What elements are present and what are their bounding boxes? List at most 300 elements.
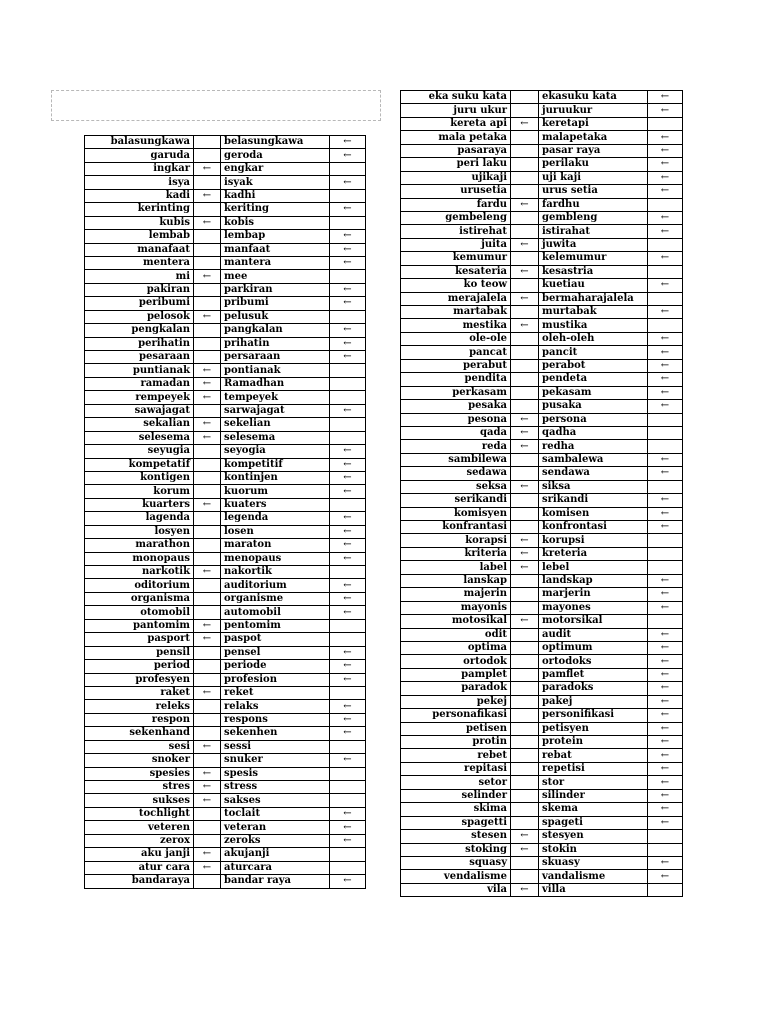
- arrow-left-icon: ←: [660, 131, 670, 143]
- old-spelling-cell: pesona: [401, 413, 511, 426]
- new-arrow-cell: [648, 816, 683, 829]
- new-spelling-cell: perilaku: [539, 158, 648, 171]
- new-spelling-cell: respons: [221, 713, 330, 726]
- old-arrow-cell: [511, 440, 539, 453]
- arrow-left-icon: ←: [202, 566, 212, 578]
- new-arrow-cell: [330, 203, 366, 216]
- new-spelling-cell: sambalewa: [539, 453, 648, 466]
- arrow-left-icon: ←: [343, 606, 352, 618]
- new-arrow-cell: [648, 856, 683, 869]
- arrow-left-icon: ←: [202, 216, 212, 228]
- new-arrow-cell: [330, 579, 366, 592]
- table-row: [401, 426, 683, 439]
- new-arrow-cell: [648, 413, 683, 426]
- arrow-left-icon: ←: [660, 695, 670, 707]
- new-spelling-cell: paradoks: [539, 682, 648, 695]
- table-row: [85, 324, 366, 337]
- old-spelling-cell: pasport: [85, 633, 194, 646]
- table-row: [401, 830, 683, 843]
- new-spelling-cell: pekasam: [539, 386, 648, 399]
- new-arrow-cell: [648, 762, 683, 775]
- table-row: [401, 238, 683, 251]
- arrow-left-icon: ←: [520, 548, 529, 560]
- new-arrow-cell: [648, 306, 683, 319]
- old-spelling-cell: releks: [85, 700, 194, 713]
- old-spelling-cell: atur cara: [85, 861, 194, 874]
- arrow-left-icon: ←: [660, 454, 670, 466]
- arrow-left-icon: ←: [520, 884, 529, 896]
- table-row: [85, 606, 366, 619]
- table-row: [85, 579, 366, 592]
- new-arrow-cell: [648, 319, 683, 332]
- arrow-left-icon: ←: [660, 763, 670, 775]
- arrow-left-icon: ←: [343, 257, 352, 269]
- arrow-left-icon: ←: [202, 633, 212, 645]
- table-row: [401, 736, 683, 749]
- table-row: [401, 722, 683, 735]
- arrow-left-icon: ←: [520, 265, 529, 277]
- arrow-left-icon: ←: [202, 499, 212, 511]
- new-arrow-cell: [330, 646, 366, 659]
- new-arrow-cell: [330, 391, 366, 404]
- new-arrow-cell: [648, 453, 683, 466]
- old-spelling-cell: pelosok: [85, 310, 194, 323]
- arrow-left-icon: ←: [343, 673, 352, 685]
- new-arrow-cell: [330, 324, 366, 337]
- new-spelling-cell: personifikasi: [539, 709, 648, 722]
- old-spelling-cell: mestika: [401, 319, 511, 332]
- new-spelling-cell: selesema: [221, 431, 330, 444]
- new-spelling-cell: pelusuk: [221, 310, 330, 323]
- word-table-right: [400, 90, 683, 897]
- new-arrow-cell: [648, 776, 683, 789]
- arrow-left-icon: ←: [202, 270, 212, 282]
- arrow-left-icon: ←: [660, 870, 670, 882]
- table-row: [85, 512, 366, 525]
- arrow-left-icon: ←: [660, 373, 670, 385]
- new-arrow-cell: [330, 256, 366, 269]
- old-arrow-cell: [511, 816, 539, 829]
- old-arrow-cell: [194, 660, 221, 673]
- new-spelling-cell: redha: [539, 440, 648, 453]
- table-row: [85, 539, 366, 552]
- table-row: [401, 615, 683, 628]
- new-spelling-cell: oleh-oleh: [539, 332, 648, 345]
- arrow-left-icon: ←: [520, 292, 529, 304]
- table-row: [85, 136, 366, 149]
- new-spelling-cell: korupsi: [539, 534, 648, 547]
- arrow-left-icon: ←: [660, 507, 670, 519]
- new-arrow-cell: [648, 641, 683, 654]
- new-spelling-cell: paspot: [221, 633, 330, 646]
- old-arrow-cell: [194, 136, 221, 149]
- old-arrow-cell: [194, 686, 221, 699]
- new-arrow-cell: [648, 628, 683, 641]
- old-spelling-cell: pekej: [401, 695, 511, 708]
- table-row: [85, 592, 366, 605]
- old-spelling-cell: korapsi: [401, 534, 511, 547]
- new-arrow-cell: [330, 619, 366, 632]
- table-row: [401, 144, 683, 157]
- new-arrow-cell: [648, 332, 683, 345]
- new-spelling-cell: nakortik: [221, 566, 330, 579]
- arrow-left-icon: ←: [202, 767, 212, 779]
- table-row: [401, 749, 683, 762]
- new-arrow-cell: [648, 668, 683, 681]
- old-arrow-cell: [194, 485, 221, 498]
- arrow-left-icon: ←: [202, 364, 212, 376]
- table-row: [85, 660, 366, 673]
- new-spelling-cell: urus setia: [539, 185, 648, 198]
- old-spelling-cell: peribumi: [85, 297, 194, 310]
- table-row: [401, 480, 683, 493]
- arrow-left-icon: ←: [343, 230, 352, 242]
- old-spelling-cell: spesies: [85, 767, 194, 780]
- old-spelling-cell: urusetia: [401, 185, 511, 198]
- old-spelling-cell: serikandi: [401, 494, 511, 507]
- new-arrow-cell: [330, 189, 366, 202]
- old-arrow-cell: [194, 176, 221, 189]
- old-arrow-cell: [194, 861, 221, 874]
- arrow-left-icon: ←: [343, 727, 352, 739]
- old-spelling-cell: fardu: [401, 198, 511, 211]
- arrow-left-icon: ←: [660, 144, 670, 156]
- old-arrow-cell: [511, 856, 539, 869]
- arrow-left-icon: ←: [343, 714, 352, 726]
- arrow-left-icon: ←: [660, 803, 670, 815]
- old-spelling-cell: majerin: [401, 588, 511, 601]
- new-arrow-cell: [648, 104, 683, 117]
- new-spelling-cell: landskap: [539, 574, 648, 587]
- new-spelling-cell: mustika: [539, 319, 648, 332]
- old-spelling-cell: ramadan: [85, 377, 194, 390]
- new-spelling-cell: gembleng: [539, 211, 648, 224]
- new-spelling-cell: petisyen: [539, 722, 648, 735]
- new-arrow-cell: [330, 633, 366, 646]
- old-spelling-cell: pancat: [401, 346, 511, 359]
- old-spelling-cell: raket: [85, 686, 194, 699]
- new-spelling-cell: kesastria: [539, 265, 648, 278]
- arrow-left-icon: ←: [520, 534, 529, 546]
- empty-text-box: [51, 90, 381, 121]
- old-arrow-cell: [194, 418, 221, 431]
- new-spelling-cell: legenda: [221, 512, 330, 525]
- new-arrow-cell: [648, 588, 683, 601]
- old-arrow-cell: [511, 601, 539, 614]
- table-row: [401, 131, 683, 144]
- arrow-left-icon: ←: [660, 709, 670, 721]
- old-spelling-cell: kesateria: [401, 265, 511, 278]
- table-row: [401, 104, 683, 117]
- old-arrow-cell: [194, 592, 221, 605]
- table-row: [85, 686, 366, 699]
- arrow-left-icon: ←: [202, 619, 212, 631]
- table-row: [85, 310, 366, 323]
- new-arrow-cell: [648, 695, 683, 708]
- new-arrow-cell: [330, 660, 366, 673]
- old-arrow-cell: [194, 445, 221, 458]
- new-spelling-cell: bandar raya: [221, 875, 330, 888]
- arrow-left-icon: ←: [343, 808, 352, 820]
- new-arrow-cell: [330, 216, 366, 229]
- old-arrow-cell: [511, 117, 539, 130]
- new-spelling-cell: kuaters: [221, 498, 330, 511]
- new-spelling-cell: murtabak: [539, 306, 648, 319]
- new-arrow-cell: [648, 426, 683, 439]
- new-arrow-cell: [330, 431, 366, 444]
- table-row: [401, 319, 683, 332]
- old-arrow-cell: [511, 332, 539, 345]
- old-spelling-cell: rebet: [401, 749, 511, 762]
- new-arrow-cell: [330, 485, 366, 498]
- new-arrow-cell: [648, 171, 683, 184]
- old-spelling-cell: merajalela: [401, 292, 511, 305]
- new-spelling-cell: uji kaji: [539, 171, 648, 184]
- new-arrow-cell: [648, 252, 683, 265]
- new-spelling-cell: veteran: [221, 821, 330, 834]
- new-spelling-cell: pensel: [221, 646, 330, 659]
- table-row: [85, 781, 366, 794]
- old-spelling-cell: kriteria: [401, 547, 511, 560]
- new-spelling-cell: persona: [539, 413, 648, 426]
- old-spelling-cell: mi: [85, 270, 194, 283]
- arrow-left-icon: ←: [660, 682, 670, 694]
- old-spelling-cell: squasy: [401, 856, 511, 869]
- new-spelling-cell: ekasuku kata: [539, 91, 648, 104]
- new-spelling-cell: mee: [221, 270, 330, 283]
- new-arrow-cell: [648, 521, 683, 534]
- arrow-left-icon: ←: [660, 252, 670, 264]
- table-row: [85, 176, 366, 189]
- new-spelling-cell: pasar raya: [539, 144, 648, 157]
- new-arrow-cell: [330, 230, 366, 243]
- new-arrow-cell: [648, 373, 683, 386]
- old-spelling-cell: repitasi: [401, 762, 511, 775]
- old-spelling-cell: kubis: [85, 216, 194, 229]
- new-arrow-cell: [648, 480, 683, 493]
- arrow-left-icon: ←: [343, 593, 352, 605]
- new-spelling-cell: spageti: [539, 816, 648, 829]
- old-arrow-cell: [194, 471, 221, 484]
- old-spelling-cell: protin: [401, 736, 511, 749]
- table-row: [401, 547, 683, 560]
- new-arrow-cell: [648, 185, 683, 198]
- arrow-left-icon: ←: [202, 740, 212, 752]
- new-spelling-cell: juruukur: [539, 104, 648, 117]
- arrow-left-icon: ←: [660, 857, 670, 869]
- table-row: [401, 709, 683, 722]
- arrow-left-icon: ←: [343, 149, 352, 161]
- new-arrow-cell: [330, 700, 366, 713]
- new-spelling-cell: zeroks: [221, 834, 330, 847]
- old-spelling-cell: snoker: [85, 754, 194, 767]
- arrow-left-icon: ←: [660, 104, 670, 116]
- old-arrow-cell: [194, 539, 221, 552]
- table-row: [85, 256, 366, 269]
- old-spelling-cell: ujikaji: [401, 171, 511, 184]
- old-spelling-cell: ole-ole: [401, 332, 511, 345]
- new-arrow-cell: [648, 265, 683, 278]
- old-arrow-cell: [194, 848, 221, 861]
- arrow-left-icon: ←: [202, 418, 212, 430]
- new-arrow-cell: [648, 561, 683, 574]
- old-arrow-cell: [194, 525, 221, 538]
- old-arrow-cell: [511, 870, 539, 883]
- new-arrow-cell: [648, 789, 683, 802]
- new-arrow-cell: [648, 655, 683, 668]
- old-spelling-cell: gembeleng: [401, 211, 511, 224]
- old-arrow-cell: [511, 144, 539, 157]
- new-arrow-cell: [330, 834, 366, 847]
- new-arrow-cell: [648, 682, 683, 695]
- new-arrow-cell: [648, 507, 683, 520]
- old-spelling-cell: losyen: [85, 525, 194, 538]
- new-spelling-cell: aturcara: [221, 861, 330, 874]
- new-spelling-cell: stor: [539, 776, 648, 789]
- new-arrow-cell: [330, 848, 366, 861]
- table-row: [401, 870, 683, 883]
- table-row: [401, 762, 683, 775]
- new-arrow-cell: [330, 875, 366, 888]
- new-arrow-cell: [330, 297, 366, 310]
- new-arrow-cell: [648, 709, 683, 722]
- table-row: [401, 628, 683, 641]
- table-row: [85, 727, 366, 740]
- old-arrow-cell: [194, 256, 221, 269]
- old-arrow-cell: [194, 727, 221, 740]
- old-spelling-cell: veteren: [85, 821, 194, 834]
- new-arrow-cell: [648, 279, 683, 292]
- new-arrow-cell: [330, 673, 366, 686]
- new-arrow-cell: [648, 131, 683, 144]
- old-spelling-cell: ko teow: [401, 279, 511, 292]
- new-spelling-cell: repetisi: [539, 762, 648, 775]
- arrow-left-icon: ←: [520, 118, 529, 130]
- old-arrow-cell: [511, 453, 539, 466]
- arrow-left-icon: ←: [343, 552, 352, 564]
- new-spelling-cell: parkiran: [221, 283, 330, 296]
- old-spelling-cell: eka suku kata: [401, 91, 511, 104]
- arrow-left-icon: ←: [660, 158, 670, 170]
- old-arrow-cell: [511, 238, 539, 251]
- old-arrow-cell: [194, 351, 221, 364]
- table-row: [85, 875, 366, 888]
- new-spelling-cell: keriting: [221, 203, 330, 216]
- new-spelling-cell: audit: [539, 628, 648, 641]
- new-spelling-cell: sessi: [221, 740, 330, 753]
- old-arrow-cell: [194, 297, 221, 310]
- new-arrow-cell: [648, 400, 683, 413]
- old-arrow-cell: [194, 781, 221, 794]
- new-spelling-cell: bermaharajalela: [539, 292, 648, 305]
- old-spelling-cell: mala petaka: [401, 131, 511, 144]
- old-spelling-cell: manafaat: [85, 243, 194, 256]
- old-spelling-cell: bandaraya: [85, 875, 194, 888]
- arrow-left-icon: ←: [202, 781, 212, 793]
- old-spelling-cell: mentera: [85, 256, 194, 269]
- old-arrow-cell: [511, 655, 539, 668]
- old-arrow-cell: [194, 821, 221, 834]
- old-spelling-cell: puntianak: [85, 364, 194, 377]
- arrow-left-icon: ←: [660, 642, 670, 654]
- new-spelling-cell: rebat: [539, 749, 648, 762]
- old-spelling-cell: kemumur: [401, 252, 511, 265]
- table-row: [85, 431, 366, 444]
- arrow-left-icon: ←: [343, 243, 352, 255]
- old-arrow-cell: [511, 373, 539, 386]
- old-arrow-cell: [511, 641, 539, 654]
- old-arrow-cell: [511, 386, 539, 399]
- old-spelling-cell: petisen: [401, 722, 511, 735]
- old-spelling-cell: skima: [401, 803, 511, 816]
- old-arrow-cell: [511, 628, 539, 641]
- old-arrow-cell: [511, 225, 539, 238]
- new-spelling-cell: sekelian: [221, 418, 330, 431]
- arrow-left-icon: ←: [660, 776, 670, 788]
- new-arrow-cell: [648, 225, 683, 238]
- new-spelling-cell: pribumi: [221, 297, 330, 310]
- old-arrow-cell: [194, 270, 221, 283]
- old-arrow-cell: [194, 794, 221, 807]
- table-row: [401, 306, 683, 319]
- new-arrow-cell: [330, 552, 366, 565]
- table-row: [401, 668, 683, 681]
- new-spelling-cell: silinder: [539, 789, 648, 802]
- arrow-left-icon: ←: [660, 494, 670, 506]
- old-arrow-cell: [511, 574, 539, 587]
- arrow-left-icon: ←: [343, 646, 352, 658]
- arrow-left-icon: ←: [520, 615, 529, 627]
- arrow-left-icon: ←: [660, 628, 670, 640]
- new-spelling-cell: komisen: [539, 507, 648, 520]
- new-arrow-cell: [330, 727, 366, 740]
- old-arrow-cell: [194, 740, 221, 753]
- table-row: [401, 292, 683, 305]
- new-spelling-cell: menopaus: [221, 552, 330, 565]
- new-arrow-cell: [648, 346, 683, 359]
- new-spelling-cell: kreteria: [539, 547, 648, 560]
- old-arrow-cell: [511, 346, 539, 359]
- old-spelling-cell: selesema: [85, 431, 194, 444]
- old-arrow-cell: [194, 230, 221, 243]
- new-arrow-cell: [330, 606, 366, 619]
- arrow-left-icon: ←: [202, 687, 212, 699]
- old-arrow-cell: [194, 324, 221, 337]
- table-row: [85, 445, 366, 458]
- new-spelling-cell: pendeta: [539, 373, 648, 386]
- new-spelling-cell: spesis: [221, 767, 330, 780]
- new-spelling-cell: kobis: [221, 216, 330, 229]
- old-arrow-cell: [511, 131, 539, 144]
- table-row: [85, 821, 366, 834]
- new-spelling-cell: engkar: [221, 162, 330, 175]
- old-spelling-cell: sekalian: [85, 418, 194, 431]
- arrow-left-icon: ←: [520, 427, 529, 439]
- new-arrow-cell: [330, 807, 366, 820]
- new-arrow-cell: [648, 467, 683, 480]
- new-arrow-cell: [648, 292, 683, 305]
- new-spelling-cell: sekenhen: [221, 727, 330, 740]
- new-arrow-cell: [648, 803, 683, 816]
- old-spelling-cell: istirehat: [401, 225, 511, 238]
- arrow-left-icon: ←: [660, 601, 670, 613]
- old-spelling-cell: tochlight: [85, 807, 194, 820]
- new-spelling-cell: pamflet: [539, 668, 648, 681]
- old-arrow-cell: [511, 709, 539, 722]
- table-row: [401, 91, 683, 104]
- old-arrow-cell: [511, 722, 539, 735]
- old-arrow-cell: [511, 211, 539, 224]
